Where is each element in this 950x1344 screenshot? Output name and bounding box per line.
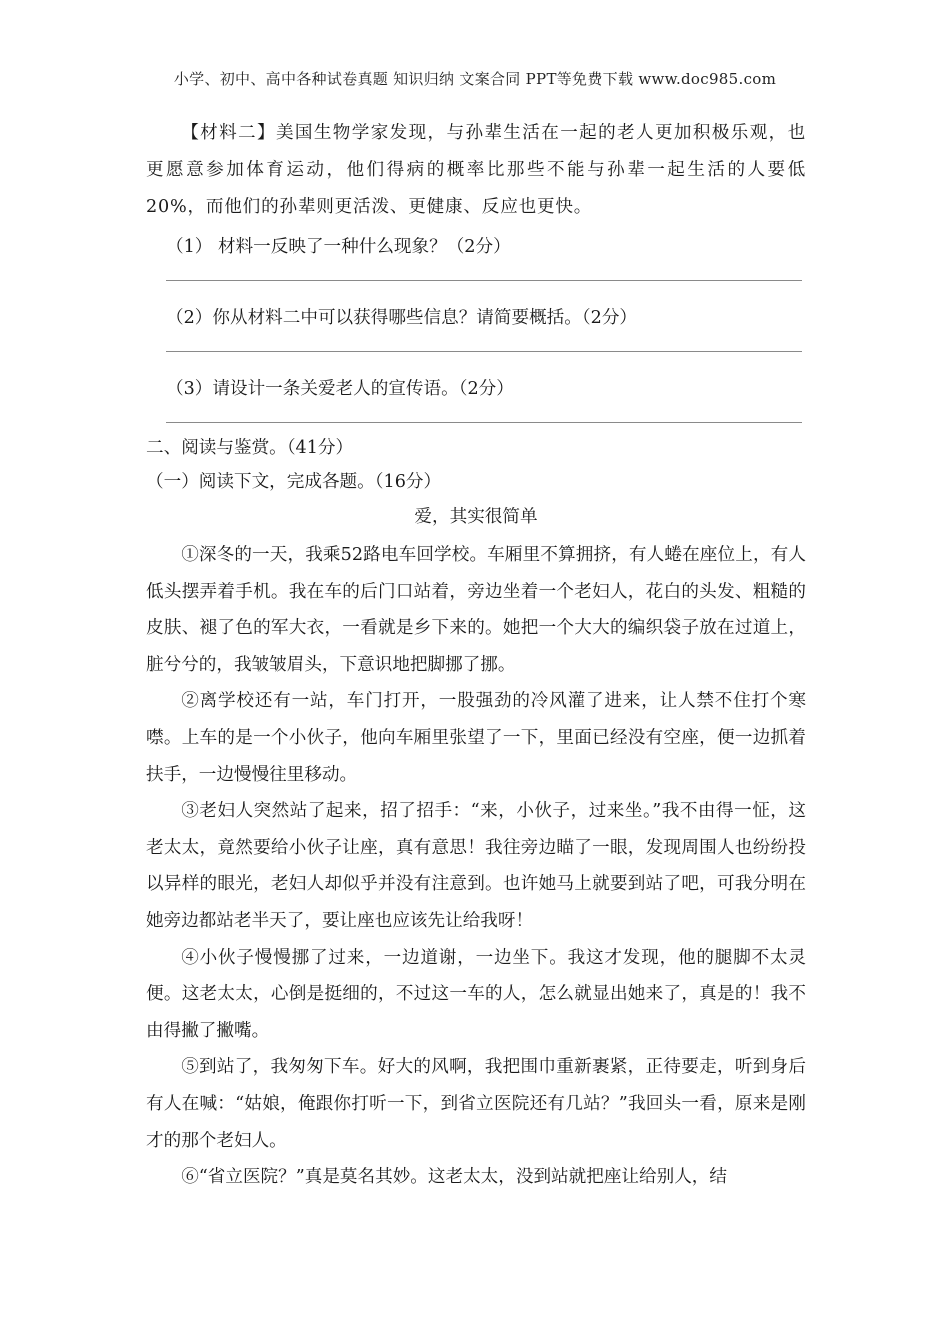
material-two-paragraph: 【材料二】美国生物学家发现，与孙辈生活在一起的老人更加积极乐观，也更愿意参加体育运动，他们得病的概率比那些不能与孙辈一起生活的人要低20%，而他们的孙辈则更活泼、更健康、反应也更快。 [146,123,806,217]
document-body [146,115,806,1196]
answer-line-2 [166,351,802,352]
story-paragraph-6: ⑥“省立医院？”真是莫名其妙。这老太太，没到站就把座让给别人，结 [181,1167,727,1188]
question-2: （2）你从材料二中可以获得哪些信息？请简要概括。（2分） [166,308,638,328]
answer-line-3 [166,422,802,423]
question-1: （1） 材料一反映了一种什么现象？（2分） [166,237,511,257]
section-heading: 二、阅读与鉴赏。（41分） [146,438,354,458]
story-title: 爱，其实很简单 [414,507,538,527]
story-paragraph-1: ①深冬的一天，我乘52路电车回学校。车厢里不算拥挤，有人蜷在座位上，有人低头摆弄着手机。我在车的后门口站着，旁边坐着一个老妇人，花白的头发、粗糙的皮肤、褪了色的军大衣，一看就是乡下来的。她把一个大大的编织袋子放在过道上，脏兮兮的，我皱皱眉头，下意识地把脚挪了挪。 [146,545,806,675]
story-paragraph-3: ③老妇人突然站了起来，招了招手：“来，小伙子，过来坐。”我不由得一怔，这老太太，竟然要给小伙子让座，真有意思！我往旁边瞄了一眼，发现周围人也纷纷投以异样的眼光，老妇人却似乎并没有注意到。也许她马上就要到站了吧，可我分明在她旁边都站老半天了，要让座也应该先让给我呀！ [146,801,806,931]
question-3: （3）请设计一条关爱老人的宣传语。（2分） [166,379,514,399]
story-body [146,537,806,1196]
story-paragraph-5: ⑤到站了，我匆匆下车。好大的风啊，我把围巾重新裹紧，正待要走，听到身后有人在喊：“姑娘，俺跟你打听一下，到省立医院还有几站？”我回头一看，原来是刚才的那个老妇人。 [146,1057,806,1151]
story-paragraph-2: ②离学校还有一站，车门打开，一股强劲的冷风灌了进来，让人禁不住打个寒噤。上车的是一个小伙子，他向车厢里张望了一下，里面已经没有空座，便一边抓着扶手，一边慢慢往里移动。 [146,691,806,785]
subsection-heading: （一）阅读下文，完成各题。（16分） [146,472,442,492]
answer-line-1 [166,280,802,281]
story-paragraph-4: ④小伙子慢慢挪了过来，一边道谢，一边坐下。我这才发现，他的腿脚不太灵便。这老太太，心倒是挺细的，不过这一车的人，怎么就显出她来了，真是的！我不由得撇了撇嘴。 [146,947,806,1041]
page-header: 小学、初中、高中各种试卷真题 知识归纳 文案合同 PPT等免费下载 www.doc985.com [173,70,777,88]
